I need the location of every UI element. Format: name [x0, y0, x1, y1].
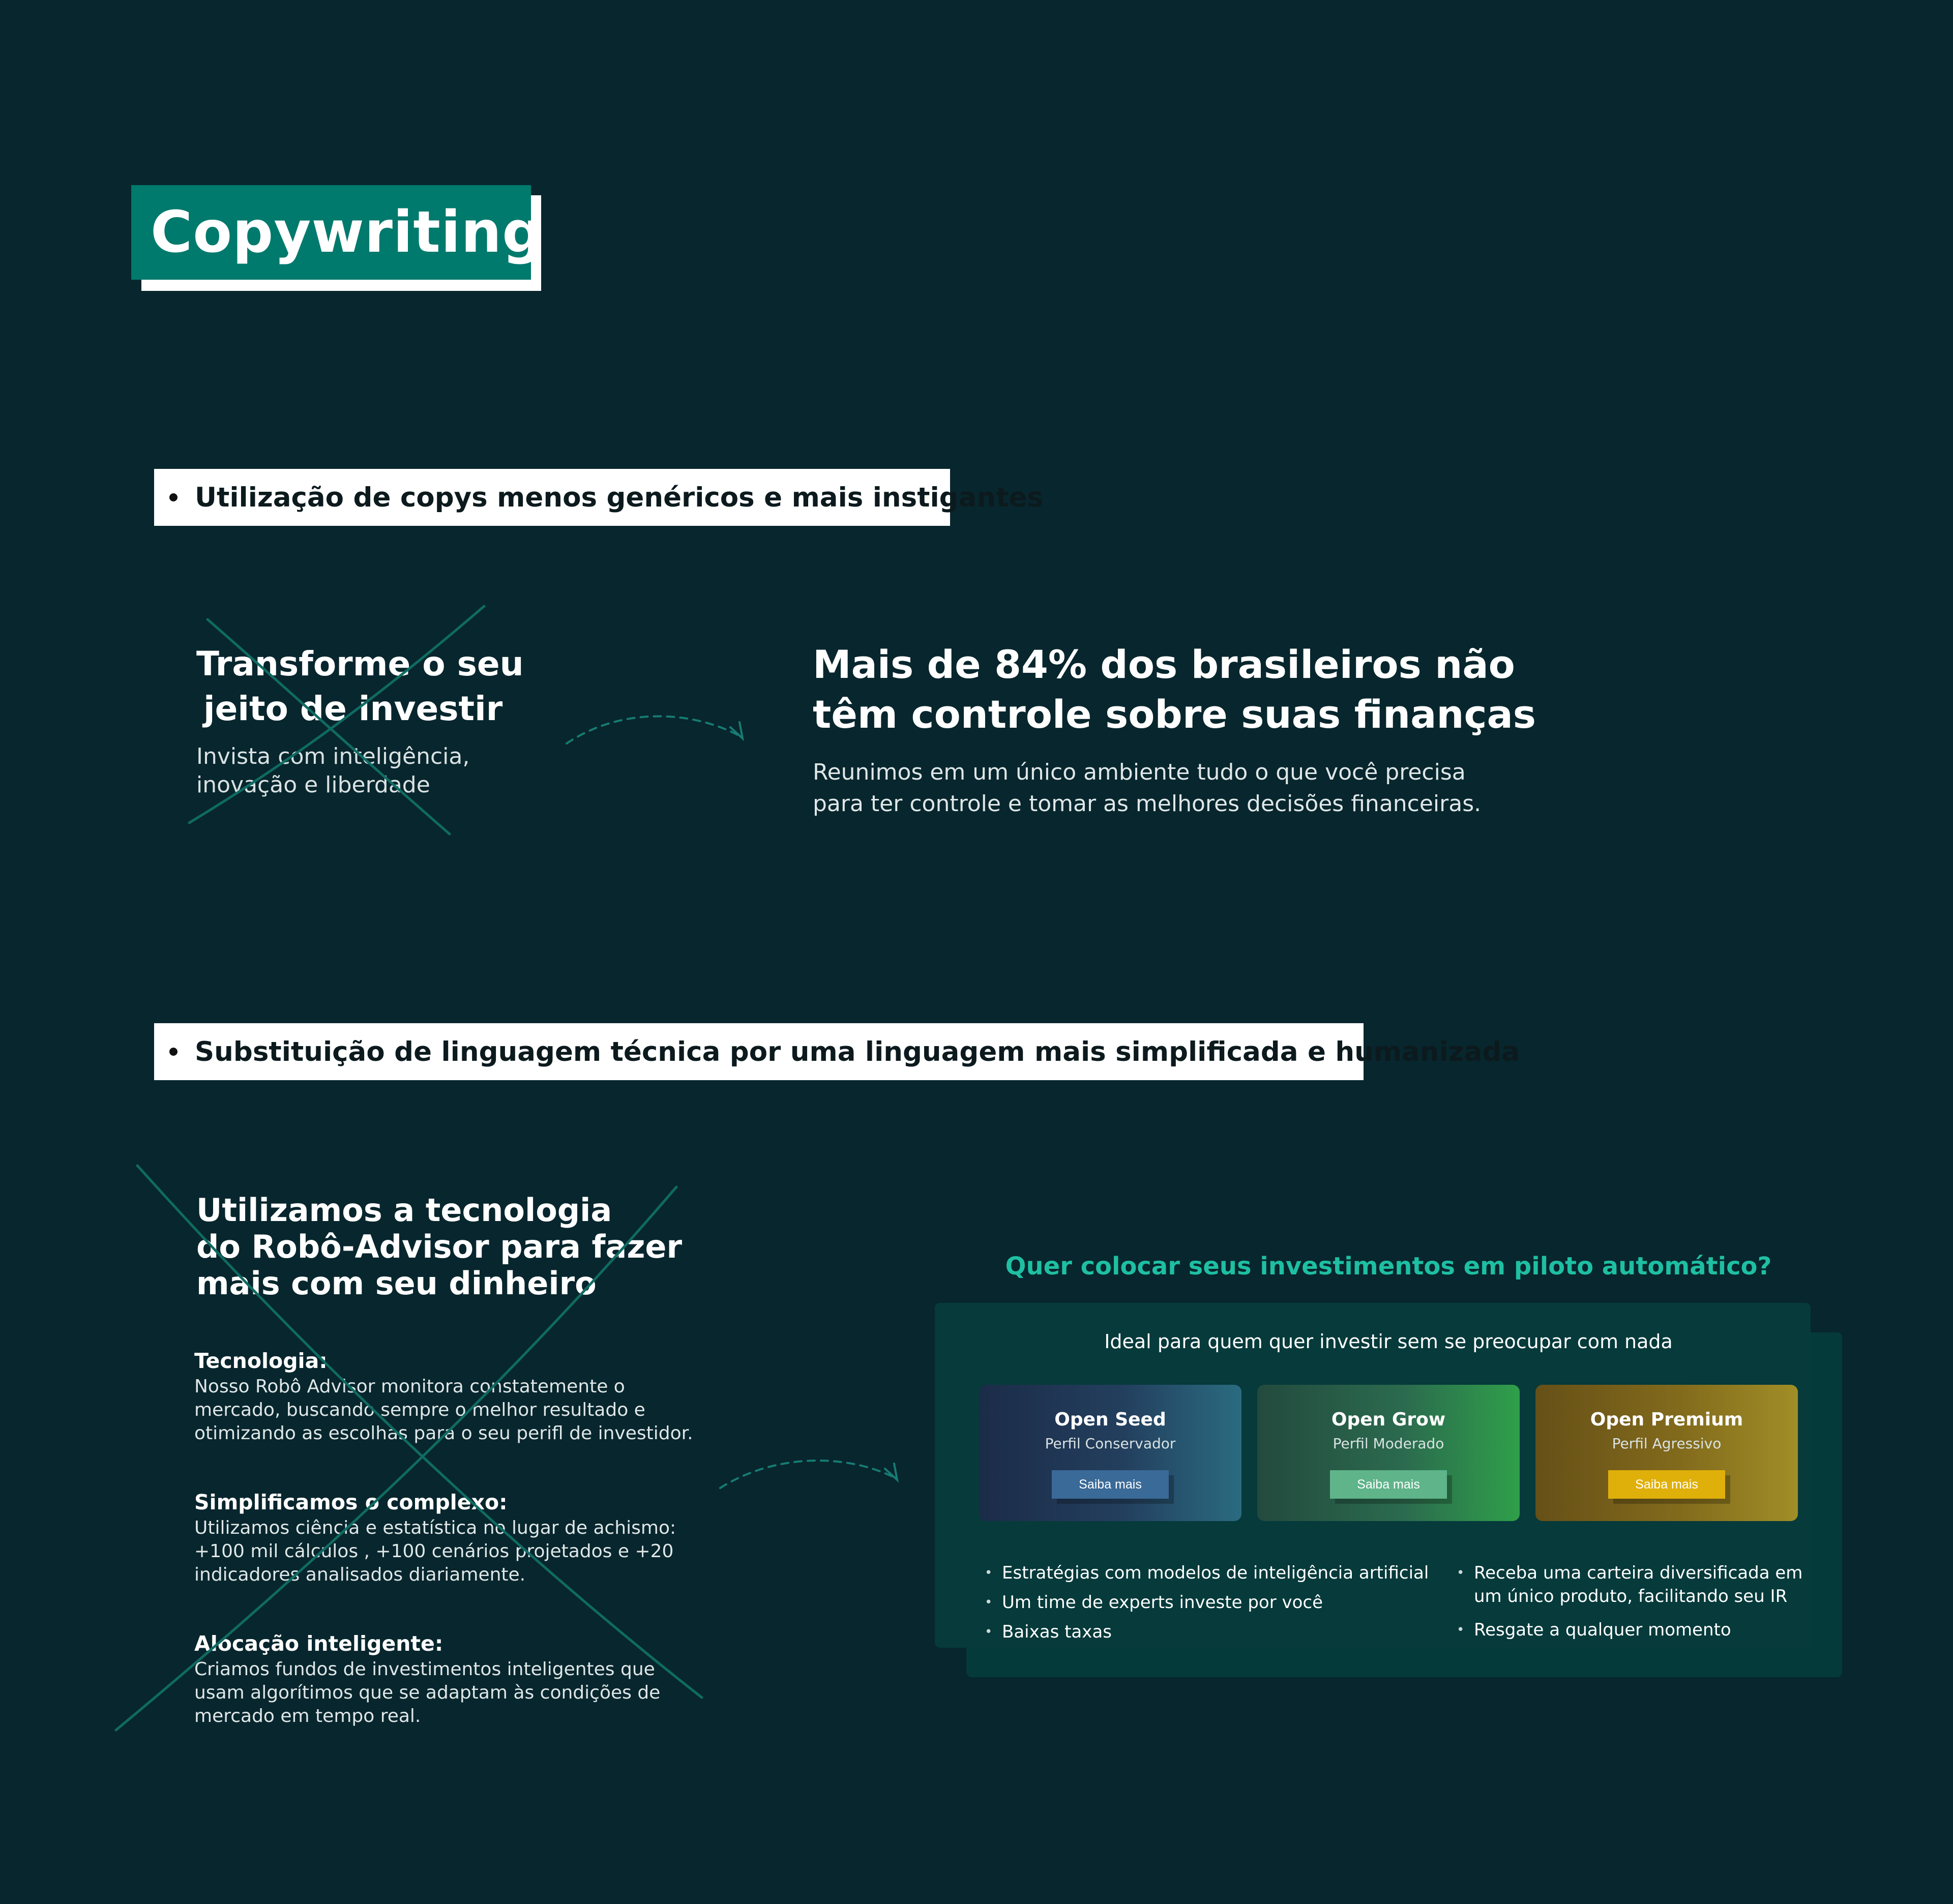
section2-label: [154, 1023, 1520, 1080]
card-profile: Perfil Moderado: [1333, 1435, 1444, 1452]
card-title: Open Grow: [1331, 1409, 1446, 1430]
card-open-seed[interactable]: [979, 1385, 1241, 1521]
benefit-item: • Um time de experts investe por você: [985, 1591, 1453, 1614]
section1-old-heading-line1: Transforme o seu: [196, 644, 524, 683]
section2-label-text: Substituição de linguagem técnica por uma linguagem mais simplificada e humanizada: [195, 1036, 1520, 1067]
feature-desc-line: mercado em tempo real.: [194, 1706, 421, 1727]
bullet-dot-icon: [169, 493, 177, 501]
section1-old-heading: [196, 642, 563, 731]
card-open-grow[interactable]: [1257, 1385, 1520, 1521]
arrow-head-icon: [730, 722, 897, 1480]
benefit-item: • Baixas taxas: [985, 1620, 1453, 1644]
page-title: Copywriting: [151, 199, 544, 265]
section1-new-heading-line2: têm controle sobre suas finanças: [813, 692, 1536, 737]
benefit-item: • Receba uma carteira diversificada em um único produto, facilitando seu IR: [1457, 1561, 1813, 1608]
card-profile: Perfil Agressivo: [1612, 1435, 1722, 1452]
feature-desc-line: usam algorítimos que se adaptam às condições de: [194, 1682, 661, 1703]
feature-title: Alocação inteligente:: [194, 1631, 443, 1656]
card-title: Open Seed: [1054, 1409, 1166, 1430]
card-profile: Perfil Conservador: [1045, 1435, 1176, 1452]
section2-old-heading: [196, 1192, 725, 1302]
section1-new-sub-line1: Reunimos em um único ambiente tudo o que você precisa: [813, 759, 1466, 785]
saiba-mais-button[interactable]: Saiba mais: [1608, 1470, 1725, 1499]
feature-tecnologia: [194, 1347, 733, 1445]
saiba-mais-button[interactable]: Saiba mais: [1052, 1470, 1169, 1499]
section1-new-subtitle: [813, 757, 1550, 820]
section1-old-sub-line1: Invista com inteligência,: [196, 743, 470, 769]
section1-new-heading-line1: Mais de 84% dos brasileiros não: [813, 642, 1515, 687]
feature-simplificamos: [194, 1488, 733, 1587]
section2-old-heading-line2: do Robô-Advisor para fazer: [196, 1228, 683, 1265]
section1-old-heading-line2: jeito de investir: [203, 689, 503, 728]
section1-new-heading: [813, 640, 1550, 739]
feature-alocacao: [194, 1629, 733, 1728]
feature-desc-line: Utilizamos ciência e estatística no lugar de achismo:: [194, 1518, 676, 1538]
saiba-mais-button[interactable]: Saiba mais: [1330, 1470, 1447, 1499]
feature-desc-line: mercado, buscando sempre o melhor resultado e: [194, 1400, 645, 1420]
section1-new-sub-line2: para ter controle e tomar as melhores decisões financeiras.: [813, 791, 1482, 817]
feature-desc-line: Criamos fundos de investimentos inteligentes que: [194, 1659, 655, 1680]
section1-label-text: Utilização de copys menos genéricos e mais instigantes: [195, 482, 1043, 513]
section1-old-sub-line2: inovação e liberdade: [196, 772, 430, 798]
feature-desc-line: Nosso Robô Advisor monitora constatemente o: [194, 1376, 625, 1397]
feature-desc-line: indicadores analisados diariamente.: [194, 1564, 526, 1585]
benefits-list-right: [1457, 1561, 1813, 1648]
benefit-item: • Estratégias com modelos de inteligência artificial: [985, 1561, 1453, 1585]
feature-desc-line: otimizando as escolhas para o seu perifl de investidor.: [194, 1423, 693, 1444]
feature-desc-line: +100 mil cálculos , +100 cenários projetados e +20: [194, 1541, 674, 1562]
panel-subtitle: Ideal para quem quer investir sem se preocupar com nada: [1104, 1330, 1673, 1353]
section1-label: [154, 469, 1043, 526]
benefit-item: • Resgate a qualquer momento: [1457, 1618, 1813, 1642]
section2-old-heading-line1: Utilizamos a tecnologia: [196, 1192, 612, 1229]
section1-old-subtitle: [196, 742, 563, 799]
section2-old-heading-line3: mais com seu dinheiro: [196, 1265, 597, 1302]
panel-question: Quer colocar seus investimentos em piloto automático?: [1005, 1252, 1772, 1281]
bullet-dot-icon: [169, 1048, 177, 1056]
title-badge: [131, 185, 544, 280]
feature-title: Simplificamos o complexo:: [194, 1490, 508, 1514]
card-title: Open Premium: [1590, 1409, 1743, 1430]
feature-title: Tecnologia:: [194, 1349, 328, 1373]
card-open-premium[interactable]: [1535, 1385, 1798, 1521]
benefits-list-left: [985, 1561, 1453, 1650]
